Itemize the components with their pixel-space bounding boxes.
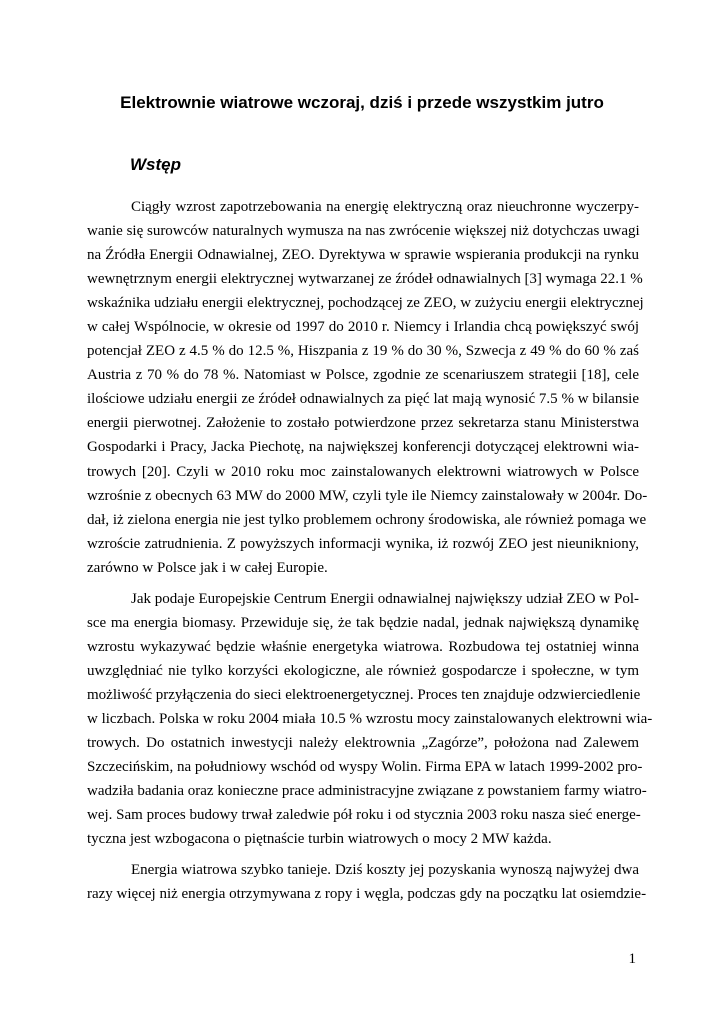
text-line: wskaźnika udziału energii elektrycznej, pochodzącej ze ZEO, w zużyciu energii elektrycznej [87,295,644,312]
text-line: Gospodarki i Pracy, Jacka Piechotę, na największej konferencji dotyczącej elektrowni wia- [87,439,639,456]
text-line: Jak podaje Europejskie Centrum Energii odnawialnej największy udział ZEO w Pol- [131,590,639,607]
page-number: 1 [628,951,636,967]
text-line: Energia wiatrowa szybko tanieje. Dziś koszty jej pozyskania wynoszą najwyżej dwa [131,862,639,879]
text-line: Ciągły wzrost zapotrzebowania na energię elektryczną oraz nieuchronne wyczerpy- [131,199,639,215]
paragraph-gap [87,580,639,587]
paragraph-gap [87,851,639,858]
document-title: Elektrownie wiatrowe wczoraj, dziś i przede wszystkim jutro [120,93,604,112]
text-line: na Źródła Energii Odnawialnej, ZEO. Dyrektywa w sprawie wspierania produkcji na rynku [87,247,639,264]
paragraph-2 [87,587,653,852]
paragraph-1 [87,195,648,580]
text-line: trowych [20]. Czyli w 2010 roku moc zainstalowanych elektrowni wiatrowych w Polsce [87,463,639,480]
text-line: wej. Sam proces budowy trwał zaledwie pół roku i od stycznia 2003 roku nasza sieć energe- [87,807,641,824]
text-line: Austria z 70 % do 78 %. Natomiast w Polsce, zgodnie ze scenariuszem strategii [18], cele [87,367,639,384]
text-line: uwzględniać nie tylko korzyści ekologiczne, ale również gospodarcze i społeczne, w tym [87,662,639,679]
text-line: wzrostu wykazywać będzie właśnie energetyka wiatrowa. Rozbudowa tej ostatniej winna [87,638,639,655]
section-heading: Wstęp [130,155,181,174]
body-text [87,195,653,906]
text-line: razy więcej niż energia otrzymywana z ropy i węgla, podczas gdy na początku lat osiemdzie- [87,886,647,903]
text-line: możliwość przyłączenia do sieci elektroenergetycznej. Proces ten znajduje odzwierciedlenie [87,686,641,703]
text-line: potencjał ZEO z 4.5 % do 12.5 %, Hiszpania z 19 % do 30 %, Szwecja z 49 % do 60 % zaś [87,343,639,360]
text-line: ilościowe udziału energii ze źródeł odnawialnych za pięć lat mają wynosić 7.5 % w bilansie [87,391,639,408]
text-line: Szczecińskim, na południowy wschód od wyspy Wolin. Firma EPA w latach 1999-2002 pro- [87,759,643,776]
paragraph-3 [87,858,647,906]
text-line: wzrośnie z obecnych 63 MW do 2000 MW, czyli tyle ile Niemcy zainstalowały w 2004r. Do- [87,487,648,504]
text-line: energii pierwotnej. Założenie to zostało potwierdzone przez sekretarza stanu Ministerstwa [87,415,639,432]
text-line: sce ma energia biomasy. Przewiduje się, że tak będzie nadal, jednak największą dynamikę [87,614,639,631]
text-line: wzroście zatrudnienia. Z powyższych informacji wynika, iż rozwój ZEO jest nieunikniony, [87,535,639,552]
text-line: wadziła badania oraz konieczne prace administracyjne związane z powstaniem farmy wiatro- [87,783,647,800]
text-line: w całej Wspólnocie, w okresie od 1997 do 2010 r. Niemcy i Irlandia chcą powiększyć swój [87,319,639,336]
text-line: wewnętrznym energii elektrycznej wytwarzanej ze źródeł odnawialnych [3] wymaga 22.1 % [87,271,643,288]
text-line: trowych. Do ostatnich inwestycji należy elektrownia „Zagórze”, położona nad Zalewem [87,735,639,752]
text-line: wanie się surowców naturalnych wymusza na nas zwrócenie większej niż dotychczas uwagi [87,223,640,240]
text-line: tyczna jest wzbogacona o piętnaście turbin wiatrowych o mocy 2 MW każda. [87,831,552,848]
text-line: dał, iż zielona energia nie jest tylko problemem ochrony środowiska, ale również pomaga we [87,511,647,528]
text-line: w liczbach. Polska w roku 2004 miała 10.5 % wzrostu mocy zainstalowanych elektrowni wia- [87,710,653,727]
text-line: zarówno w Polsce jak i w całej Europie. [87,559,328,576]
